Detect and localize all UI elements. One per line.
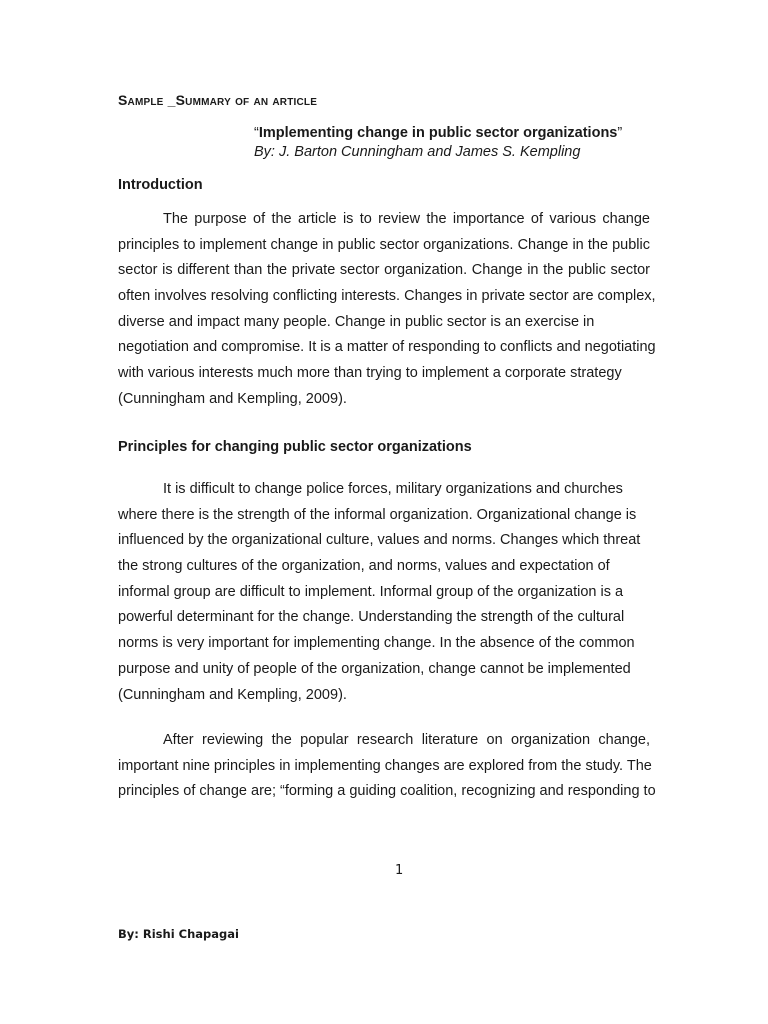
paragraph-line: with various interests much more than trying to implement a corporate strategy: [118, 365, 622, 382]
paragraph-line: informal group are difficult to implement. Informal group of the organization is a: [118, 583, 624, 600]
paragraph-line: diverse and impact many people. Change in public sector is an exercise in: [118, 313, 595, 330]
paragraph-line: negotiation and compromise. It is a matter of responding to conflicts and negotiating: [118, 339, 656, 356]
paragraph-line: norms is very important for implementing change. In the absence of the common: [118, 635, 635, 652]
paragraph-line: often involves resolving conflicting interests. Changes in private sector are complex,: [118, 288, 656, 305]
article-byline: By: J. Barton Cunningham and James S. Kempling: [254, 144, 581, 160]
paragraph-line: principles to implement change in public sector organizations. Change in the public: [118, 236, 650, 253]
paragraph-line: where there is the strength of the informal organization. Organizational change is: [118, 506, 637, 523]
article-title: [254, 125, 622, 141]
footer-author: By: Rishi Chapagai: [118, 927, 239, 941]
document-title: Sample _Summary of an article: [118, 92, 318, 108]
paragraph-line: the strong cultures of the organization, and norms, values and expectation of: [118, 558, 610, 575]
close-quote: ”: [617, 125, 623, 141]
paragraph-line: important nine principles in implementing changes are explored from the study. The: [118, 757, 652, 774]
article-title-text: Implementing change in public sector organizations: [258, 125, 618, 141]
paragraph-line: (Cunningham and Kempling, 2009).: [118, 686, 347, 703]
principles-heading: Principles for changing public sector organizations: [118, 439, 472, 455]
principles-paragraph: [118, 477, 650, 708]
paragraph-line: (Cunningham and Kempling, 2009).: [118, 390, 347, 407]
intro-paragraph: [118, 207, 656, 413]
paragraph-line: It is difficult to change police forces, military organizations and churches: [163, 481, 623, 497]
intro-heading: Introduction: [118, 177, 203, 193]
paragraph-line: principles of change are; “forming a guiding coalition, recognizing and responding to: [118, 783, 656, 800]
page-number: 1: [395, 863, 404, 878]
after-paragraph: [118, 728, 656, 805]
paragraph-line: influenced by the organizational culture, values and norms. Changes which threat: [118, 532, 641, 549]
paragraph-line: After reviewing the popular research literature on organization change,: [163, 732, 650, 748]
paragraph-line: The purpose of the article is to review the importance of various change: [163, 211, 650, 227]
paragraph-line: sector is different than the private sector organization. Change in the public sector: [118, 262, 650, 279]
open-quote: “: [254, 125, 259, 141]
paragraph-line: purpose and unity of people of the organization, change cannot be implemented: [118, 660, 631, 677]
paragraph-line: powerful determinant for the change. Understanding the strength of the cultural: [118, 609, 625, 626]
